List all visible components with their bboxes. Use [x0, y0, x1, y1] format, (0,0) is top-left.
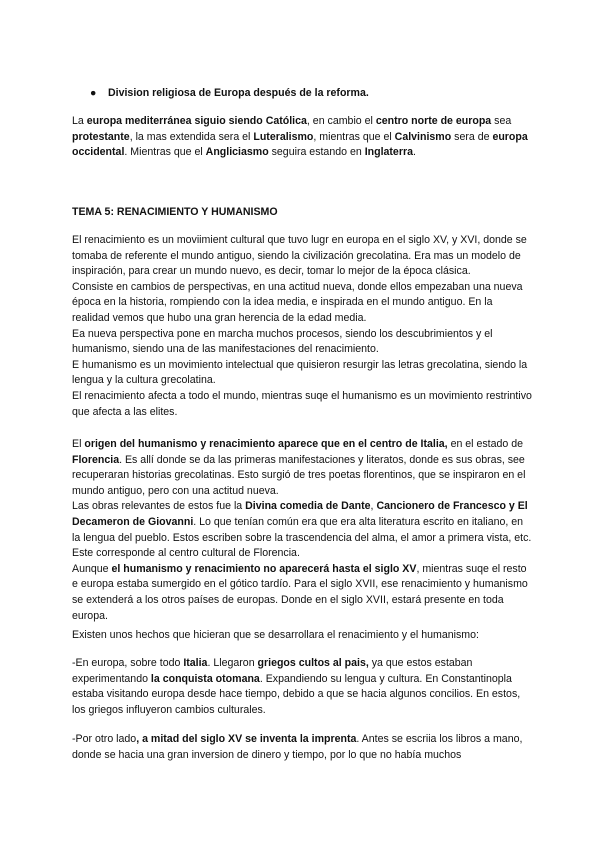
paragraph-greeks-italy: -En europa, sobre todo Italia. Llegaron griegos cultos al pais, ya que estos estaban experimentando la conquista otomana. Expandiendo su lengua y cultura. En Constantinopla estaba visitando europa desde hace tiempo, debido a que se hacia algunos concilios. En estos, los griegos influyeron cambios culturales.: [72, 657, 521, 716]
bullet-dot-icon: ●: [90, 87, 97, 99]
text-line: El renacimiento afecta a todo el mundo, mientras suqe el humanismo es un movimiento restrintivo que afecta a las elites.: [72, 389, 532, 418]
bold-text: protestante: [72, 130, 130, 143]
bold-text: , a mitad del siglo XV se inventa la imprenta: [136, 733, 357, 745]
bold-text: Luteralismo: [253, 130, 314, 143]
bold-text: europa mediterránea siguio siendo Católica: [86, 115, 307, 127]
text-line: Ea nueva perspectiva pone en marcha muchos procesos, siendo los descubrimientos y el humanismo, siendo una de las manifestaciones del renacimiento.: [72, 327, 493, 356]
paragraph-origin-humanism: [72, 437, 532, 624]
bold-text: Inglaterra: [364, 146, 413, 159]
text-line: El renacimiento es un moviimient cultural que tuvo lugr en europa en el siglo XV, y XVI, donde se tomaba de referente el mundo antiguo, siendo la civilización grecolatina. Era mas un modelo de inspiración, para crear un mundo nuevo, es decir, tomar lo mejor de la época clásica.: [72, 234, 527, 278]
bold-text: Divina comedia de Dante: [245, 500, 371, 513]
bold-text: Italia: [183, 657, 208, 669]
bold-text: Angliciasmo: [205, 146, 269, 159]
paragraph-renaissance-definition: [72, 233, 532, 420]
text-line: Aunque el humanismo y renacimiento no aparecerá hasta el siglo XV, mientras suqe el resto e europa estaba sumergido en el gótico tardío. Para el siglo XVII, ese renacimiento y humanismo se extenderá a los otros países de europas. Donde en el siglo XVII, estará presente en toda europa.: [72, 562, 528, 622]
paragraph-religious-division: La europa mediterránea siguio siendo Católica, en cambio el centro norte de europa sea protestante, la mas extendida sera el Luteralismo, mientras que el Calvinismo sera de europa occidental. Mientras que el Angliciasmo seguira estando en Inglaterra.: [72, 115, 528, 159]
text-line: El origen del humanismo y renacimiento aparece que en el centro de Italia, en el estado de Florencia. Es allí donde se da las primeras manifestaciones y literatos, donde es sus obras, see recuperaran historias grecolatinas. Esto surgió de tres poetas florentinos, que se inspiraron en el mundo antiguo, pero con una actitud nueva.: [72, 438, 526, 497]
bold-text: griegos cultos al pais,: [257, 657, 369, 669]
paragraph-printing-press: -Por otro lado, a mitad del siglo XV se inventa la imprenta. Antes se escriia los libros a mano, donde se hacia una gran inversion de dinero y tiempo, por lo que no había muchos: [72, 733, 523, 761]
bold-text: la conquista otomana: [150, 672, 260, 685]
bold-text: centro norte de europa: [375, 115, 492, 127]
bold-text: origen del humanismo y renacimiento aparece que en el centro de Italia,: [84, 438, 448, 450]
text-line: E humanismo es un movimiento intelectual que quisieron resurgir las letras grecolatina, siendo la lengua y la cultura grecolatina.: [72, 358, 528, 387]
section-heading: TEMA 5: RENACIMIENTO Y HUMANISMO: [72, 206, 278, 218]
bold-text: Calvinismo: [394, 130, 452, 143]
text-line: Consiste en cambios de perspectivas, en una actitud nueva, donde ellos empezaban una nueva época en la historia, rompiendo con la idea media, e inspirada en el mundo antiguo. En la realidad vemos que hubo una gran herencia de la edad media.: [72, 280, 523, 324]
bold-text: europa occidental: [72, 130, 528, 159]
bullet-text: Division religiosa de Europa después de la reforma.: [108, 87, 369, 99]
bold-text: Florencia: [72, 453, 120, 466]
bold-text: Cancionero de Francesco y El Decameron de Giovanni: [72, 500, 528, 528]
bold-text: el humanismo y renacimiento no aparecerá hasta el siglo XV: [111, 562, 417, 575]
paragraph-facts-intro: Existen unos hechos que hicieran que se desarrollara el renacimiento y el humanismo:: [72, 629, 479, 641]
text-line: Las obras relevantes de estos fue la Divina comedia de Dante, Cancionero de Francesco y El Decameron de Giovanni. Lo que tenían común era que era alta literatura escrito en italiano, en la lengua del pueblo. Estos escriben sobre la trascendencia del alma, el amor a primera vista, etc. Este corresponde al centro cultural de Florencia.: [72, 500, 532, 560]
bullet-item: [90, 86, 369, 102]
